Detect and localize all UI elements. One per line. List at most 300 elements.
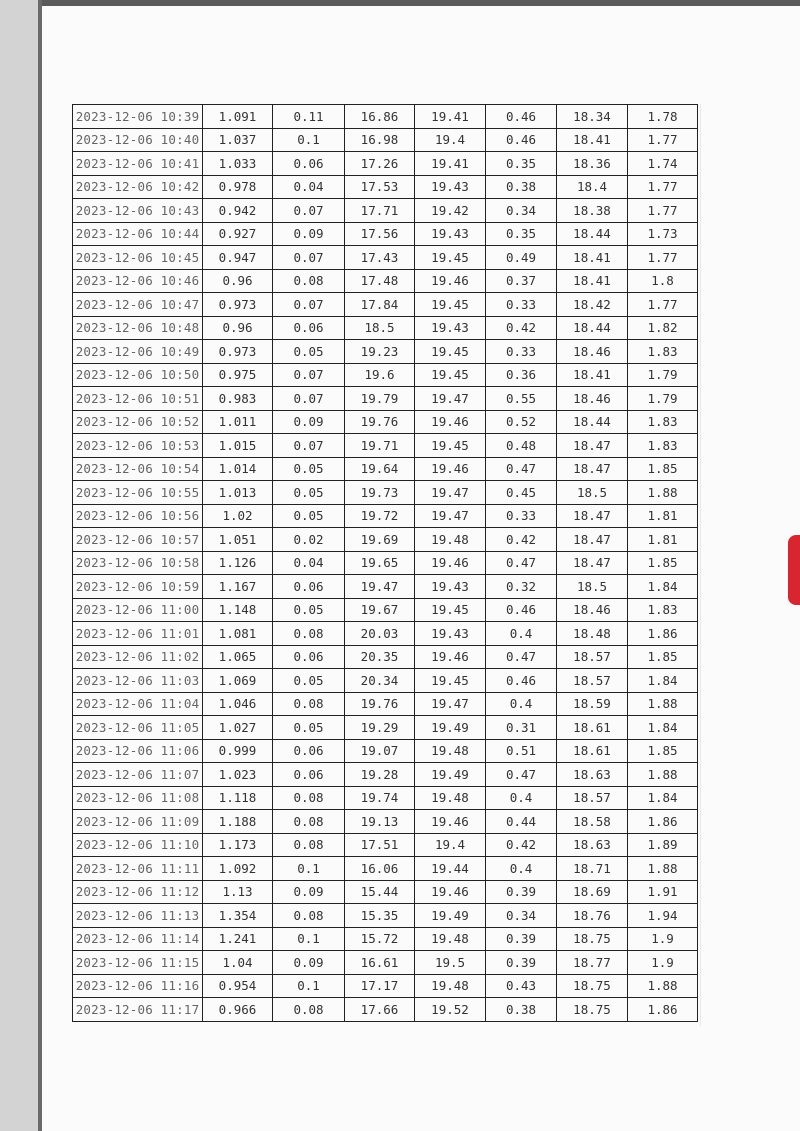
value-cell: 18.46 bbox=[557, 387, 628, 411]
value-cell: 0.973 bbox=[203, 340, 273, 364]
timestamp-cell: 2023-12-06 10:46 bbox=[73, 269, 203, 293]
value-cell: 0.35 bbox=[486, 152, 557, 176]
timestamp-cell: 2023-12-06 11:17 bbox=[73, 998, 203, 1022]
value-cell: 0.55 bbox=[486, 387, 557, 411]
table-row bbox=[73, 222, 698, 246]
value-cell: 0.42 bbox=[486, 528, 557, 552]
timestamp-cell: 2023-12-06 10:51 bbox=[73, 387, 203, 411]
value-cell: 19.76 bbox=[345, 410, 415, 434]
value-cell: 19.46 bbox=[415, 410, 486, 434]
value-cell: 1.81 bbox=[628, 528, 698, 552]
value-cell: 18.61 bbox=[557, 739, 628, 763]
value-cell: 18.42 bbox=[557, 293, 628, 317]
timestamp-cell: 2023-12-06 11:07 bbox=[73, 763, 203, 787]
value-cell: 19.49 bbox=[415, 904, 486, 928]
value-cell: 0.1 bbox=[273, 857, 345, 881]
value-cell: 0.05 bbox=[273, 340, 345, 364]
value-cell: 0.05 bbox=[273, 598, 345, 622]
table-row bbox=[73, 692, 698, 716]
value-cell: 18.4 bbox=[557, 175, 628, 199]
value-cell: 0.08 bbox=[273, 269, 345, 293]
value-cell: 0.966 bbox=[203, 998, 273, 1022]
timestamp-cell: 2023-12-06 10:44 bbox=[73, 222, 203, 246]
value-cell: 1.73 bbox=[628, 222, 698, 246]
value-cell: 1.023 bbox=[203, 763, 273, 787]
value-cell: 0.33 bbox=[486, 340, 557, 364]
value-cell: 1.015 bbox=[203, 434, 273, 458]
value-cell: 1.89 bbox=[628, 833, 698, 857]
value-cell: 0.96 bbox=[203, 316, 273, 340]
value-cell: 1.77 bbox=[628, 246, 698, 270]
value-cell: 0.38 bbox=[486, 998, 557, 1022]
value-cell: 0.05 bbox=[273, 716, 345, 740]
value-cell: 1.94 bbox=[628, 904, 698, 928]
table-row bbox=[73, 363, 698, 387]
table-row bbox=[73, 598, 698, 622]
value-cell: 19.41 bbox=[415, 105, 486, 129]
table-row bbox=[73, 927, 698, 951]
value-cell: 19.45 bbox=[415, 598, 486, 622]
timestamp-cell: 2023-12-06 10:45 bbox=[73, 246, 203, 270]
value-cell: 19.47 bbox=[415, 387, 486, 411]
value-cell: 0.49 bbox=[486, 246, 557, 270]
timestamp-cell: 2023-12-06 11:14 bbox=[73, 927, 203, 951]
value-cell: 0.999 bbox=[203, 739, 273, 763]
value-cell: 15.72 bbox=[345, 927, 415, 951]
table-row bbox=[73, 316, 698, 340]
value-cell: 0.4 bbox=[486, 692, 557, 716]
value-cell: 0.04 bbox=[273, 175, 345, 199]
value-cell: 0.38 bbox=[486, 175, 557, 199]
timestamp-cell: 2023-12-06 10:47 bbox=[73, 293, 203, 317]
value-cell: 20.03 bbox=[345, 622, 415, 646]
value-cell: 19.47 bbox=[415, 481, 486, 505]
value-cell: 1.037 bbox=[203, 128, 273, 152]
value-cell: 0.09 bbox=[273, 222, 345, 246]
value-cell: 19.43 bbox=[415, 222, 486, 246]
value-cell: 19.48 bbox=[415, 974, 486, 998]
value-cell: 0.04 bbox=[273, 551, 345, 575]
value-cell: 19.46 bbox=[415, 645, 486, 669]
table-row bbox=[73, 246, 698, 270]
value-cell: 0.31 bbox=[486, 716, 557, 740]
value-cell: 0.44 bbox=[486, 810, 557, 834]
value-cell: 0.08 bbox=[273, 904, 345, 928]
timestamp-cell: 2023-12-06 10:58 bbox=[73, 551, 203, 575]
value-cell: 1.8 bbox=[628, 269, 698, 293]
value-cell: 19.48 bbox=[415, 927, 486, 951]
value-cell: 18.75 bbox=[557, 998, 628, 1022]
value-cell: 0.42 bbox=[486, 316, 557, 340]
value-cell: 19.45 bbox=[415, 669, 486, 693]
value-cell: 1.74 bbox=[628, 152, 698, 176]
value-cell: 19.23 bbox=[345, 340, 415, 364]
value-cell: 0.46 bbox=[486, 598, 557, 622]
value-cell: 1.065 bbox=[203, 645, 273, 669]
table-row bbox=[73, 974, 698, 998]
value-cell: 18.41 bbox=[557, 269, 628, 293]
value-cell: 0.11 bbox=[273, 105, 345, 129]
value-cell: 19.45 bbox=[415, 434, 486, 458]
value-cell: 1.013 bbox=[203, 481, 273, 505]
value-cell: 1.88 bbox=[628, 974, 698, 998]
value-cell: 1.77 bbox=[628, 175, 698, 199]
table-row bbox=[73, 105, 698, 129]
value-cell: 19.45 bbox=[415, 246, 486, 270]
value-cell: 0.09 bbox=[273, 951, 345, 975]
value-cell: 0.46 bbox=[486, 669, 557, 693]
value-cell: 0.942 bbox=[203, 199, 273, 223]
timestamp-cell: 2023-12-06 10:50 bbox=[73, 363, 203, 387]
value-cell: 0.47 bbox=[486, 645, 557, 669]
value-cell: 18.5 bbox=[345, 316, 415, 340]
table-row bbox=[73, 128, 698, 152]
value-cell: 20.34 bbox=[345, 669, 415, 693]
value-cell: 0.1 bbox=[273, 128, 345, 152]
value-cell: 1.82 bbox=[628, 316, 698, 340]
timestamp-cell: 2023-12-06 11:01 bbox=[73, 622, 203, 646]
value-cell: 17.17 bbox=[345, 974, 415, 998]
value-cell: 18.61 bbox=[557, 716, 628, 740]
value-cell: 1.081 bbox=[203, 622, 273, 646]
timestamp-cell: 2023-12-06 10:43 bbox=[73, 199, 203, 223]
timestamp-cell: 2023-12-06 11:15 bbox=[73, 951, 203, 975]
value-cell: 0.45 bbox=[486, 481, 557, 505]
value-cell: 0.42 bbox=[486, 833, 557, 857]
value-cell: 0.4 bbox=[486, 622, 557, 646]
value-cell: 17.66 bbox=[345, 998, 415, 1022]
value-cell: 19.64 bbox=[345, 457, 415, 481]
value-cell: 0.07 bbox=[273, 293, 345, 317]
value-cell: 0.06 bbox=[273, 763, 345, 787]
value-cell: 17.56 bbox=[345, 222, 415, 246]
timestamp-cell: 2023-12-06 11:08 bbox=[73, 786, 203, 810]
value-cell: 1.91 bbox=[628, 880, 698, 904]
table-row bbox=[73, 786, 698, 810]
value-cell: 1.84 bbox=[628, 575, 698, 599]
value-cell: 19.47 bbox=[345, 575, 415, 599]
value-cell: 19.72 bbox=[345, 504, 415, 528]
value-cell: 0.05 bbox=[273, 457, 345, 481]
value-cell: 0.4 bbox=[486, 786, 557, 810]
value-cell: 15.35 bbox=[345, 904, 415, 928]
value-cell: 18.47 bbox=[557, 528, 628, 552]
value-cell: 1.033 bbox=[203, 152, 273, 176]
value-cell: 19.46 bbox=[415, 810, 486, 834]
value-cell: 1.83 bbox=[628, 410, 698, 434]
value-cell: 17.84 bbox=[345, 293, 415, 317]
value-cell: 19.45 bbox=[415, 340, 486, 364]
table-row bbox=[73, 951, 698, 975]
scan-left-margin bbox=[0, 0, 42, 1131]
value-cell: 18.47 bbox=[557, 434, 628, 458]
value-cell: 1.88 bbox=[628, 481, 698, 505]
timestamp-cell: 2023-12-06 11:10 bbox=[73, 833, 203, 857]
timestamp-cell: 2023-12-06 11:03 bbox=[73, 669, 203, 693]
value-cell: 19.52 bbox=[415, 998, 486, 1022]
value-cell: 0.08 bbox=[273, 810, 345, 834]
value-cell: 0.06 bbox=[273, 645, 345, 669]
bleed-through-lines bbox=[700, 104, 731, 1026]
table-row bbox=[73, 763, 698, 787]
value-cell: 1.77 bbox=[628, 293, 698, 317]
value-cell: 0.43 bbox=[486, 974, 557, 998]
value-cell: 1.13 bbox=[203, 880, 273, 904]
value-cell: 18.59 bbox=[557, 692, 628, 716]
value-cell: 1.051 bbox=[203, 528, 273, 552]
value-cell: 0.52 bbox=[486, 410, 557, 434]
value-cell: 1.84 bbox=[628, 669, 698, 693]
value-cell: 0.08 bbox=[273, 622, 345, 646]
value-cell: 1.092 bbox=[203, 857, 273, 881]
table-row bbox=[73, 481, 698, 505]
value-cell: 17.71 bbox=[345, 199, 415, 223]
value-cell: 1.77 bbox=[628, 128, 698, 152]
value-cell: 0.02 bbox=[273, 528, 345, 552]
value-cell: 1.126 bbox=[203, 551, 273, 575]
value-cell: 18.63 bbox=[557, 833, 628, 857]
value-cell: 0.47 bbox=[486, 551, 557, 575]
value-cell: 0.48 bbox=[486, 434, 557, 458]
table-row bbox=[73, 998, 698, 1022]
value-cell: 17.53 bbox=[345, 175, 415, 199]
value-cell: 0.05 bbox=[273, 481, 345, 505]
value-cell: 0.35 bbox=[486, 222, 557, 246]
value-cell: 19.49 bbox=[415, 763, 486, 787]
value-cell: 1.011 bbox=[203, 410, 273, 434]
value-cell: 1.83 bbox=[628, 598, 698, 622]
value-cell: 1.85 bbox=[628, 551, 698, 575]
value-cell: 0.1 bbox=[273, 927, 345, 951]
red-edge-mark bbox=[788, 535, 800, 605]
value-cell: 1.241 bbox=[203, 927, 273, 951]
value-cell: 1.78 bbox=[628, 105, 698, 129]
value-cell: 0.09 bbox=[273, 880, 345, 904]
value-cell: 0.46 bbox=[486, 128, 557, 152]
table-body bbox=[73, 105, 698, 1022]
value-cell: 0.51 bbox=[486, 739, 557, 763]
timestamp-cell: 2023-12-06 10:59 bbox=[73, 575, 203, 599]
value-cell: 0.39 bbox=[486, 927, 557, 951]
value-cell: 1.046 bbox=[203, 692, 273, 716]
timestamp-cell: 2023-12-06 11:11 bbox=[73, 857, 203, 881]
table-row bbox=[73, 857, 698, 881]
value-cell: 19.49 bbox=[415, 716, 486, 740]
value-cell: 18.46 bbox=[557, 598, 628, 622]
timestamp-cell: 2023-12-06 10:54 bbox=[73, 457, 203, 481]
value-cell: 19.29 bbox=[345, 716, 415, 740]
value-cell: 18.44 bbox=[557, 222, 628, 246]
value-cell: 19.45 bbox=[415, 293, 486, 317]
value-cell: 1.027 bbox=[203, 716, 273, 740]
value-cell: 19.46 bbox=[415, 880, 486, 904]
value-cell: 19.5 bbox=[415, 951, 486, 975]
value-cell: 18.75 bbox=[557, 927, 628, 951]
value-cell: 19.28 bbox=[345, 763, 415, 787]
value-cell: 1.84 bbox=[628, 716, 698, 740]
value-cell: 18.58 bbox=[557, 810, 628, 834]
value-cell: 19.67 bbox=[345, 598, 415, 622]
value-cell: 0.08 bbox=[273, 998, 345, 1022]
value-cell: 1.173 bbox=[203, 833, 273, 857]
value-cell: 19.71 bbox=[345, 434, 415, 458]
value-cell: 0.36 bbox=[486, 363, 557, 387]
table-row bbox=[73, 716, 698, 740]
table-row bbox=[73, 880, 698, 904]
value-cell: 0.06 bbox=[273, 575, 345, 599]
value-cell: 19.46 bbox=[415, 269, 486, 293]
value-cell: 19.48 bbox=[415, 786, 486, 810]
timestamp-cell: 2023-12-06 10:42 bbox=[73, 175, 203, 199]
value-cell: 16.98 bbox=[345, 128, 415, 152]
timestamp-cell: 2023-12-06 11:12 bbox=[73, 880, 203, 904]
timestamp-cell: 2023-12-06 11:05 bbox=[73, 716, 203, 740]
timestamp-cell: 2023-12-06 11:16 bbox=[73, 974, 203, 998]
value-cell: 1.86 bbox=[628, 998, 698, 1022]
value-cell: 0.47 bbox=[486, 457, 557, 481]
value-cell: 18.75 bbox=[557, 974, 628, 998]
value-cell: 1.77 bbox=[628, 199, 698, 223]
value-cell: 19.79 bbox=[345, 387, 415, 411]
timestamp-cell: 2023-12-06 10:55 bbox=[73, 481, 203, 505]
table-row bbox=[73, 645, 698, 669]
value-cell: 0.4 bbox=[486, 857, 557, 881]
value-cell: 18.69 bbox=[557, 880, 628, 904]
value-cell: 0.33 bbox=[486, 504, 557, 528]
value-cell: 0.07 bbox=[273, 363, 345, 387]
value-cell: 0.983 bbox=[203, 387, 273, 411]
timestamp-cell: 2023-12-06 10:56 bbox=[73, 504, 203, 528]
value-cell: 1.354 bbox=[203, 904, 273, 928]
value-cell: 1.188 bbox=[203, 810, 273, 834]
value-cell: 0.47 bbox=[486, 763, 557, 787]
value-cell: 1.85 bbox=[628, 457, 698, 481]
value-cell: 18.5 bbox=[557, 481, 628, 505]
value-cell: 0.954 bbox=[203, 974, 273, 998]
value-cell: 19.42 bbox=[415, 199, 486, 223]
table-row bbox=[73, 669, 698, 693]
value-cell: 1.9 bbox=[628, 951, 698, 975]
value-cell: 18.46 bbox=[557, 340, 628, 364]
table-row bbox=[73, 269, 698, 293]
value-cell: 0.39 bbox=[486, 951, 557, 975]
timestamp-cell: 2023-12-06 11:04 bbox=[73, 692, 203, 716]
timestamp-cell: 2023-12-06 10:48 bbox=[73, 316, 203, 340]
value-cell: 19.44 bbox=[415, 857, 486, 881]
value-cell: 1.86 bbox=[628, 622, 698, 646]
value-cell: 19.4 bbox=[415, 833, 486, 857]
value-cell: 1.86 bbox=[628, 810, 698, 834]
value-cell: 1.79 bbox=[628, 387, 698, 411]
value-cell: 0.34 bbox=[486, 904, 557, 928]
value-cell: 19.47 bbox=[415, 504, 486, 528]
value-cell: 1.091 bbox=[203, 105, 273, 129]
value-cell: 18.77 bbox=[557, 951, 628, 975]
table-row bbox=[73, 551, 698, 575]
value-cell: 19.74 bbox=[345, 786, 415, 810]
value-cell: 18.63 bbox=[557, 763, 628, 787]
value-cell: 0.07 bbox=[273, 199, 345, 223]
timestamp-cell: 2023-12-06 10:52 bbox=[73, 410, 203, 434]
timestamp-cell: 2023-12-06 10:40 bbox=[73, 128, 203, 152]
value-cell: 19.48 bbox=[415, 739, 486, 763]
value-cell: 19.46 bbox=[415, 551, 486, 575]
table-row bbox=[73, 293, 698, 317]
value-cell: 19.73 bbox=[345, 481, 415, 505]
value-cell: 19.48 bbox=[415, 528, 486, 552]
table-row bbox=[73, 434, 698, 458]
value-cell: 1.069 bbox=[203, 669, 273, 693]
value-cell: 0.06 bbox=[273, 739, 345, 763]
timestamp-cell: 2023-12-06 11:02 bbox=[73, 645, 203, 669]
value-cell: 0.06 bbox=[273, 316, 345, 340]
value-cell: 17.48 bbox=[345, 269, 415, 293]
value-cell: 17.26 bbox=[345, 152, 415, 176]
value-cell: 1.85 bbox=[628, 739, 698, 763]
value-cell: 19.43 bbox=[415, 316, 486, 340]
value-cell: 0.978 bbox=[203, 175, 273, 199]
value-cell: 18.57 bbox=[557, 645, 628, 669]
value-cell: 18.36 bbox=[557, 152, 628, 176]
value-cell: 0.96 bbox=[203, 269, 273, 293]
value-cell: 0.39 bbox=[486, 880, 557, 904]
value-cell: 19.4 bbox=[415, 128, 486, 152]
table-row bbox=[73, 410, 698, 434]
value-cell: 18.48 bbox=[557, 622, 628, 646]
timestamp-cell: 2023-12-06 11:00 bbox=[73, 598, 203, 622]
value-cell: 1.02 bbox=[203, 504, 273, 528]
table-row bbox=[73, 904, 698, 928]
value-cell: 18.57 bbox=[557, 669, 628, 693]
value-cell: 1.04 bbox=[203, 951, 273, 975]
value-cell: 1.81 bbox=[628, 504, 698, 528]
value-cell: 0.08 bbox=[273, 833, 345, 857]
value-cell: 0.927 bbox=[203, 222, 273, 246]
value-cell: 19.13 bbox=[345, 810, 415, 834]
timestamp-cell: 2023-12-06 10:57 bbox=[73, 528, 203, 552]
value-cell: 18.47 bbox=[557, 457, 628, 481]
value-cell: 18.41 bbox=[557, 246, 628, 270]
value-cell: 0.33 bbox=[486, 293, 557, 317]
value-cell: 19.45 bbox=[415, 363, 486, 387]
value-cell: 17.43 bbox=[345, 246, 415, 270]
value-cell: 18.38 bbox=[557, 199, 628, 223]
value-cell: 18.41 bbox=[557, 363, 628, 387]
timestamp-cell: 2023-12-06 10:39 bbox=[73, 105, 203, 129]
value-cell: 0.06 bbox=[273, 152, 345, 176]
value-cell: 19.41 bbox=[415, 152, 486, 176]
value-cell: 1.118 bbox=[203, 786, 273, 810]
table-row bbox=[73, 622, 698, 646]
value-cell: 16.61 bbox=[345, 951, 415, 975]
value-cell: 17.51 bbox=[345, 833, 415, 857]
value-cell: 1.014 bbox=[203, 457, 273, 481]
value-cell: 0.1 bbox=[273, 974, 345, 998]
table-row bbox=[73, 810, 698, 834]
value-cell: 19.43 bbox=[415, 622, 486, 646]
value-cell: 18.71 bbox=[557, 857, 628, 881]
value-cell: 0.46 bbox=[486, 105, 557, 129]
value-cell: 18.76 bbox=[557, 904, 628, 928]
value-cell: 15.44 bbox=[345, 880, 415, 904]
value-cell: 0.34 bbox=[486, 199, 557, 223]
value-cell: 1.88 bbox=[628, 763, 698, 787]
value-cell: 19.43 bbox=[415, 575, 486, 599]
value-cell: 1.79 bbox=[628, 363, 698, 387]
value-cell: 0.09 bbox=[273, 410, 345, 434]
value-cell: 1.85 bbox=[628, 645, 698, 669]
value-cell: 18.34 bbox=[557, 105, 628, 129]
